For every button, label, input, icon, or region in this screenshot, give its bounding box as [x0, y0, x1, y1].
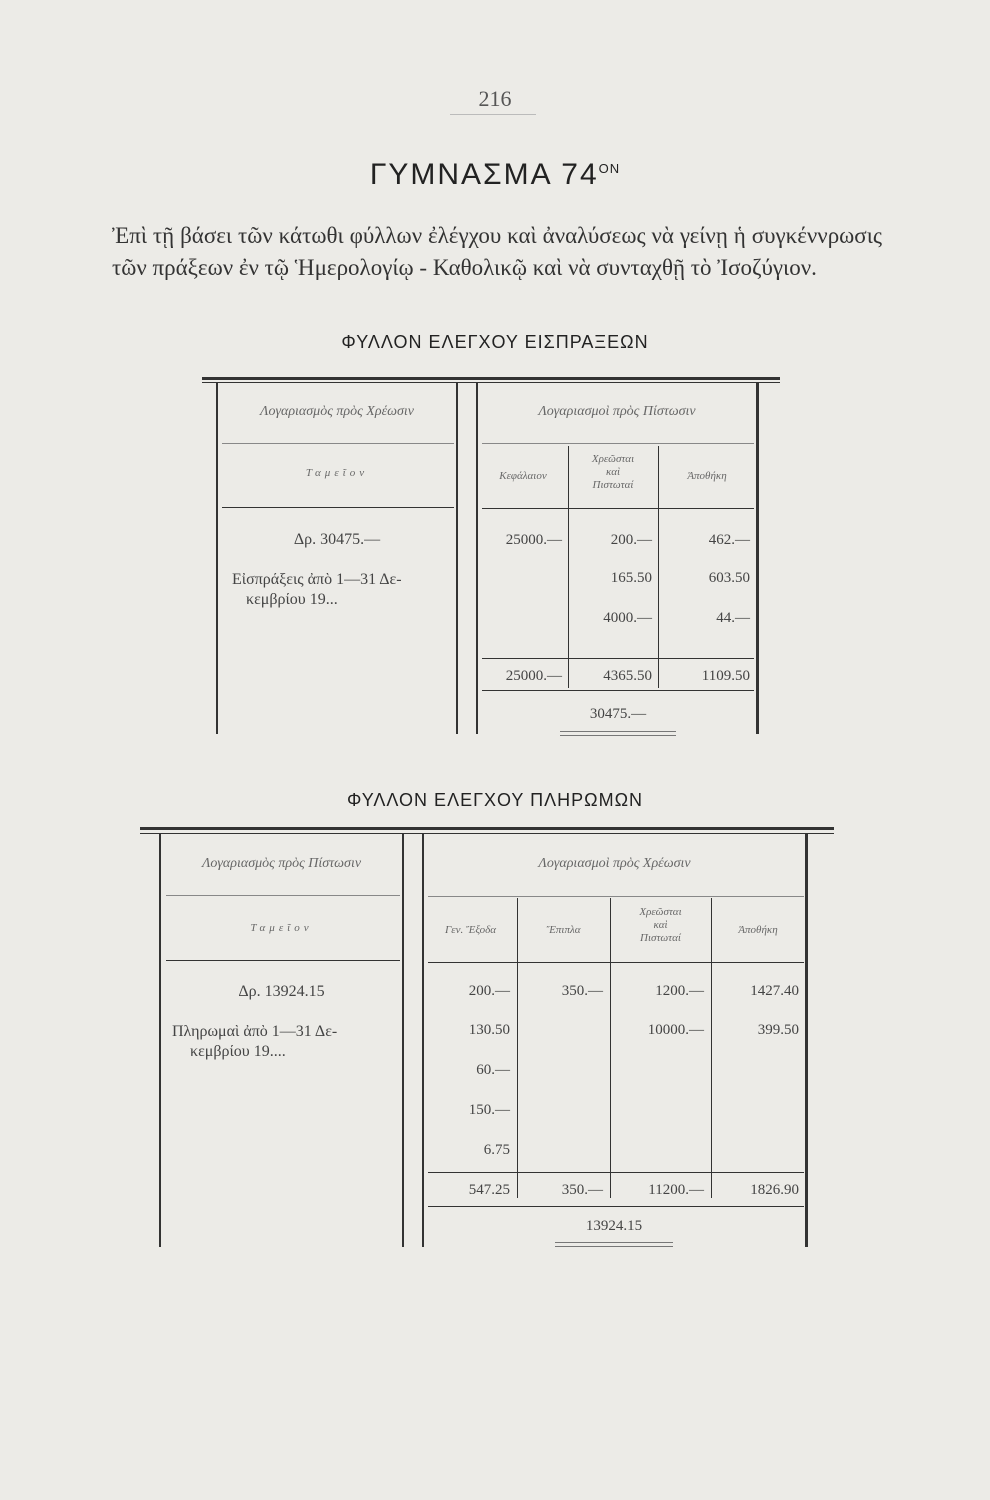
receipts-col-xreostai-line3: Πιστωταί: [592, 479, 634, 491]
payments-col-xreostai: [610, 906, 711, 945]
payments-sum-rule: [428, 1172, 804, 1173]
payments-xreostai-value: 10000.—: [647, 1022, 704, 1038]
receipts-xreostai-value: 165.50: [610, 570, 652, 586]
receipts-total-kefalaion: 25000.—: [505, 668, 562, 684]
payments-top-rule: [140, 827, 834, 830]
receipts-xreostai-value: 200.—: [610, 532, 652, 548]
payments-total-apothiki: 1826.90: [750, 1182, 799, 1198]
receipts-col-xreostai-line1: Χρεῶσται: [591, 453, 635, 465]
payments-top-rule-thin: [140, 833, 834, 834]
title-text: ΓΥΜΝΑΣΜΑ 74: [369, 158, 599, 191]
payments-total-gen-exoda: 547.25: [468, 1182, 510, 1198]
receipts-kefalaion-value: 25000.—: [505, 532, 562, 548]
receipts-xreostai-value: 4000.—: [603, 610, 652, 626]
payments-gen-exoda-value: 6.75: [483, 1142, 510, 1158]
receipts-grand-total: 30475.—: [589, 706, 647, 722]
payments-right-header: Λογαριασμοὶ πρὸς Χρέωσιν: [538, 856, 691, 871]
receipts-col-xreostai-line2: καὶ: [605, 466, 621, 478]
payments-col-xreostai-line3: Πιστωταί: [640, 932, 681, 944]
payments-col-tameion: Ταμεῖον: [250, 922, 313, 934]
payments-col-apothiki: Ἀποθήκη: [738, 924, 778, 936]
payments-col-xreostai-line1: Χρεῶσται: [639, 906, 682, 918]
payments-col-epipla: Ἔπιπλα: [546, 924, 581, 936]
intro-paragraph: Ἐπὶ τῇ βάσει τῶν κάτωθι φύλλων ἐλέγχου καὶ ἀναλύσεως νὰ γείνῃ ἡ συγκέννρωσις τῶν πράξεων ἐν τῷ Ἡμερολογίῳ - Καθολικῷ καὶ νὰ συνταχθῇ τὸ Ἰσοζύγιον.: [112, 223, 882, 280]
payments-total-xreostai: 11200.—: [648, 1182, 704, 1198]
payments-total-epipla: 350.—: [561, 1182, 603, 1198]
receipts-heading: ΦΥΛΛΟΝ ΕΛΕΓΧΟΥ ΕΙΣΠΡΑΞΕΩΝ: [341, 332, 649, 352]
payments-left-header: Λογαριασμὸς πρὸς Πίστωσιν: [201, 856, 362, 871]
payments-desc-line1: Πληρωμαὶ ἀπὸ 1—31 Δε-: [172, 1023, 338, 1040]
payments-apothiki-value: 1427.40: [750, 983, 799, 999]
payments-grand-rule-2: [555, 1246, 673, 1247]
payments-grand-total: 13924.15: [585, 1218, 643, 1234]
payments-heading: ΦΥΛΛΟΝ ΕΛΕΓΧΟΥ ΠΛΗΡΩΜΩΝ: [346, 790, 644, 810]
receipts-col-tameion: Ταμεῖον: [305, 467, 369, 479]
payments-desc-line2: κεμβρίου 19....: [190, 1043, 286, 1060]
title-suffix: ΟΝ: [598, 161, 621, 176]
payments-right-col-rule: [428, 962, 804, 963]
payments-right-header-rule: [428, 896, 804, 897]
receipts-apothiki-value: 44.—: [716, 610, 750, 626]
payments-col-gen-exoda: Γεν. Ἔξοδα: [444, 924, 496, 936]
payments-left-header-rule: [166, 895, 400, 896]
payments-col-divider-1: [517, 898, 518, 1198]
payments-epipla-value: 350.—: [561, 983, 603, 999]
payments-left-border: [159, 833, 161, 1247]
receipts-col-apothiki: Ἀποθήκη: [687, 470, 727, 482]
payments-right-border: [805, 833, 808, 1247]
receipts-total-apothiki: 1109.50: [701, 668, 750, 684]
receipts-desc-line1: Εἰσπράξεις ἀπὸ 1—31 Δε-: [232, 571, 402, 588]
payments-credit-amount: Δρ. 13924.15: [238, 983, 325, 1000]
receipts-desc-line2: κεμβρίου 19...: [246, 591, 338, 608]
payments-apothiki-value: 399.50: [757, 1022, 799, 1038]
payments-col-divider-3: [711, 898, 712, 1198]
receipts-col-kefalaion: Κεφάλαιον: [499, 470, 547, 482]
page-number: 216: [478, 86, 512, 111]
payments-grand-rule-1: [555, 1242, 673, 1243]
receipts-right-header: Λογαριασμοὶ πρὸς Πίστωσιν: [538, 404, 696, 419]
receipts-apothiki-value: 462.—: [708, 532, 750, 548]
receipts-left-header: Λογαριασμὸς πρὸς Χρέωσιν: [260, 404, 414, 419]
payments-gen-exoda-value: 150.—: [468, 1102, 510, 1118]
payments-gen-exoda-value: 60.—: [476, 1062, 510, 1078]
payments-total-rule: [428, 1206, 804, 1207]
payments-col-xreostai-line2: καὶ: [653, 919, 668, 931]
payments-gen-exoda-value: 200.—: [468, 983, 510, 999]
receipts-debit-amount: Δρ. 30475.—: [293, 531, 381, 548]
receipts-apothiki-value: 603.50: [708, 570, 750, 586]
receipts-total-xreostai: 4365.50: [603, 668, 652, 684]
payments-divider-a: [402, 833, 404, 1247]
payments-xreostai-value: 1200.—: [655, 983, 704, 999]
payments-gen-exoda-value: 130.50: [468, 1022, 510, 1038]
payments-left-col-rule: [166, 960, 400, 961]
